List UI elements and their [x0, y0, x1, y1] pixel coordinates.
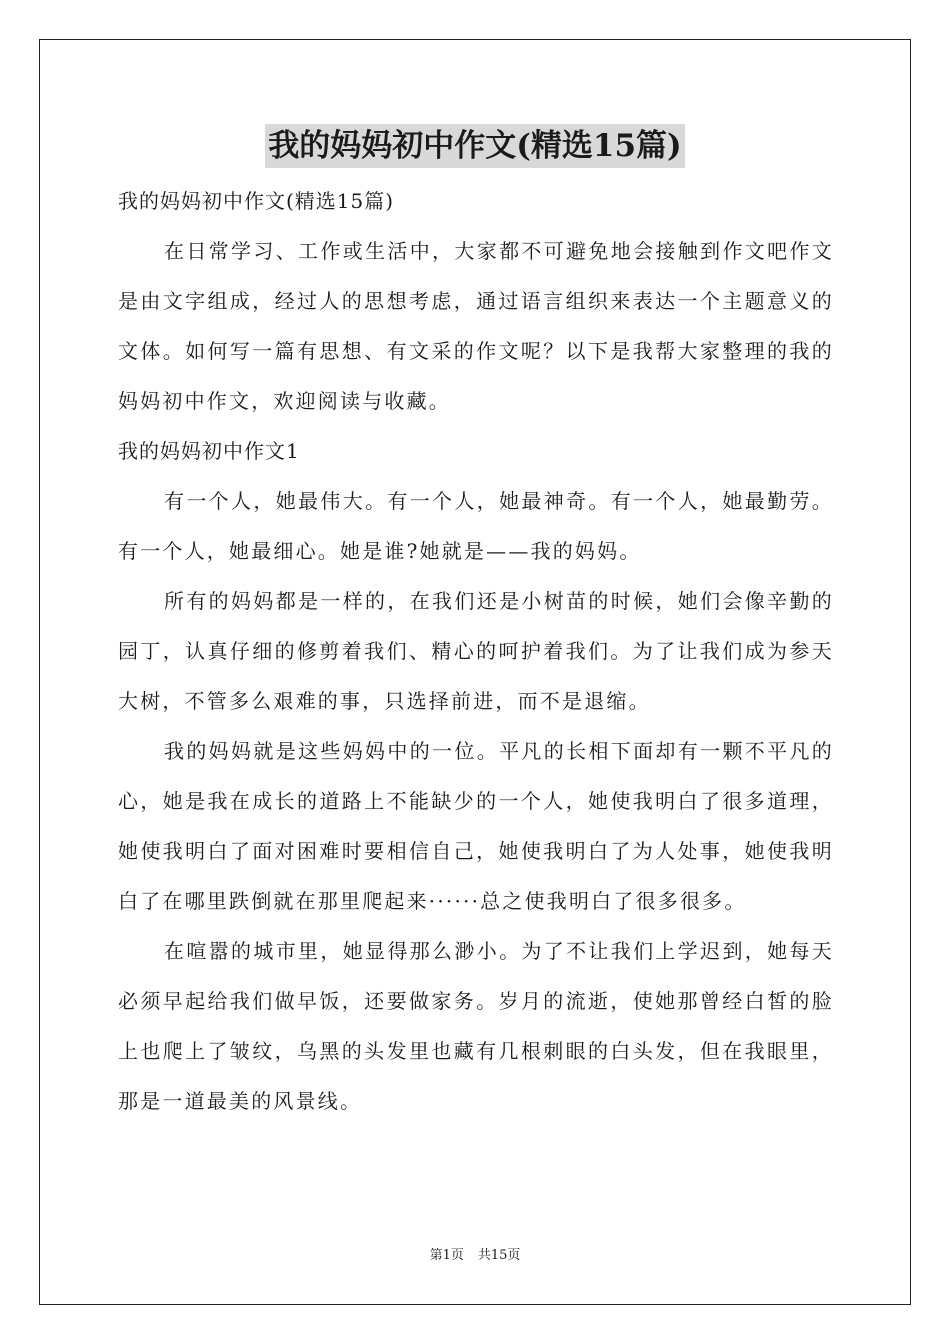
- page-footer: [0, 1246, 950, 1266]
- body-paragraph: 所有的妈妈都是一样的，在我们还是小树苗的时候，她们会像辛勤的园丁，认真仔细的修剪着我们、精心的呵护着我们。为了让我们成为参天大树，不管多么艰难的事，只选择前进，而不是退缩。: [118, 589, 834, 713]
- body-paragraph: 有一个人，她最伟大。有一个人，她最神奇。有一个人，她最勤劳。有一个人，她最细心。她是谁?她就是——我的妈妈。: [118, 489, 834, 563]
- document-body: [118, 176, 834, 1126]
- document-subtitle: 我的妈妈初中作文(精选15篇): [118, 189, 395, 213]
- body-paragraph: 我的妈妈就是这些妈妈中的一位。平凡的长相下面却有一颗不平凡的心，她是我在成长的道路上不能缺少的一个人，她使我明白了很多道理，她使我明白了面对困难时要相信自己，她使我明白了为人处事，她使我明白了在哪里跌倒就在那里爬起来······总之使我明白了很多很多。: [118, 739, 834, 913]
- section-heading: 我的妈妈初中作文1: [118, 439, 300, 463]
- document-title: 我的妈妈初中作文(精选15篇): [265, 124, 684, 168]
- intro-paragraph: 在日常学习、工作或生活中，大家都不可避免地会接触到作文吧作文是由文字组成，经过人的思想考虑，通过语言组织来表达一个主题意义的文体。如何写一篇有思想、有文采的作文呢？以下是我帮大家整理的我的妈妈初中作文，欢迎阅读与收藏。: [118, 239, 834, 413]
- page-number: 第1页: [429, 1248, 464, 1263]
- page-total: 共15页: [477, 1248, 521, 1263]
- body-paragraph: 在喧嚣的城市里，她显得那么渺小。为了不让我们上学迟到，她每天必须早起给我们做早饭，还要做家务。岁月的流逝，使她那曾经白皙的脸上也爬上了皱纹，乌黑的头发里也藏有几根刺眼的白头发，但在我眼里，那是一道最美的风景线。: [118, 939, 834, 1113]
- title-container: [0, 124, 950, 168]
